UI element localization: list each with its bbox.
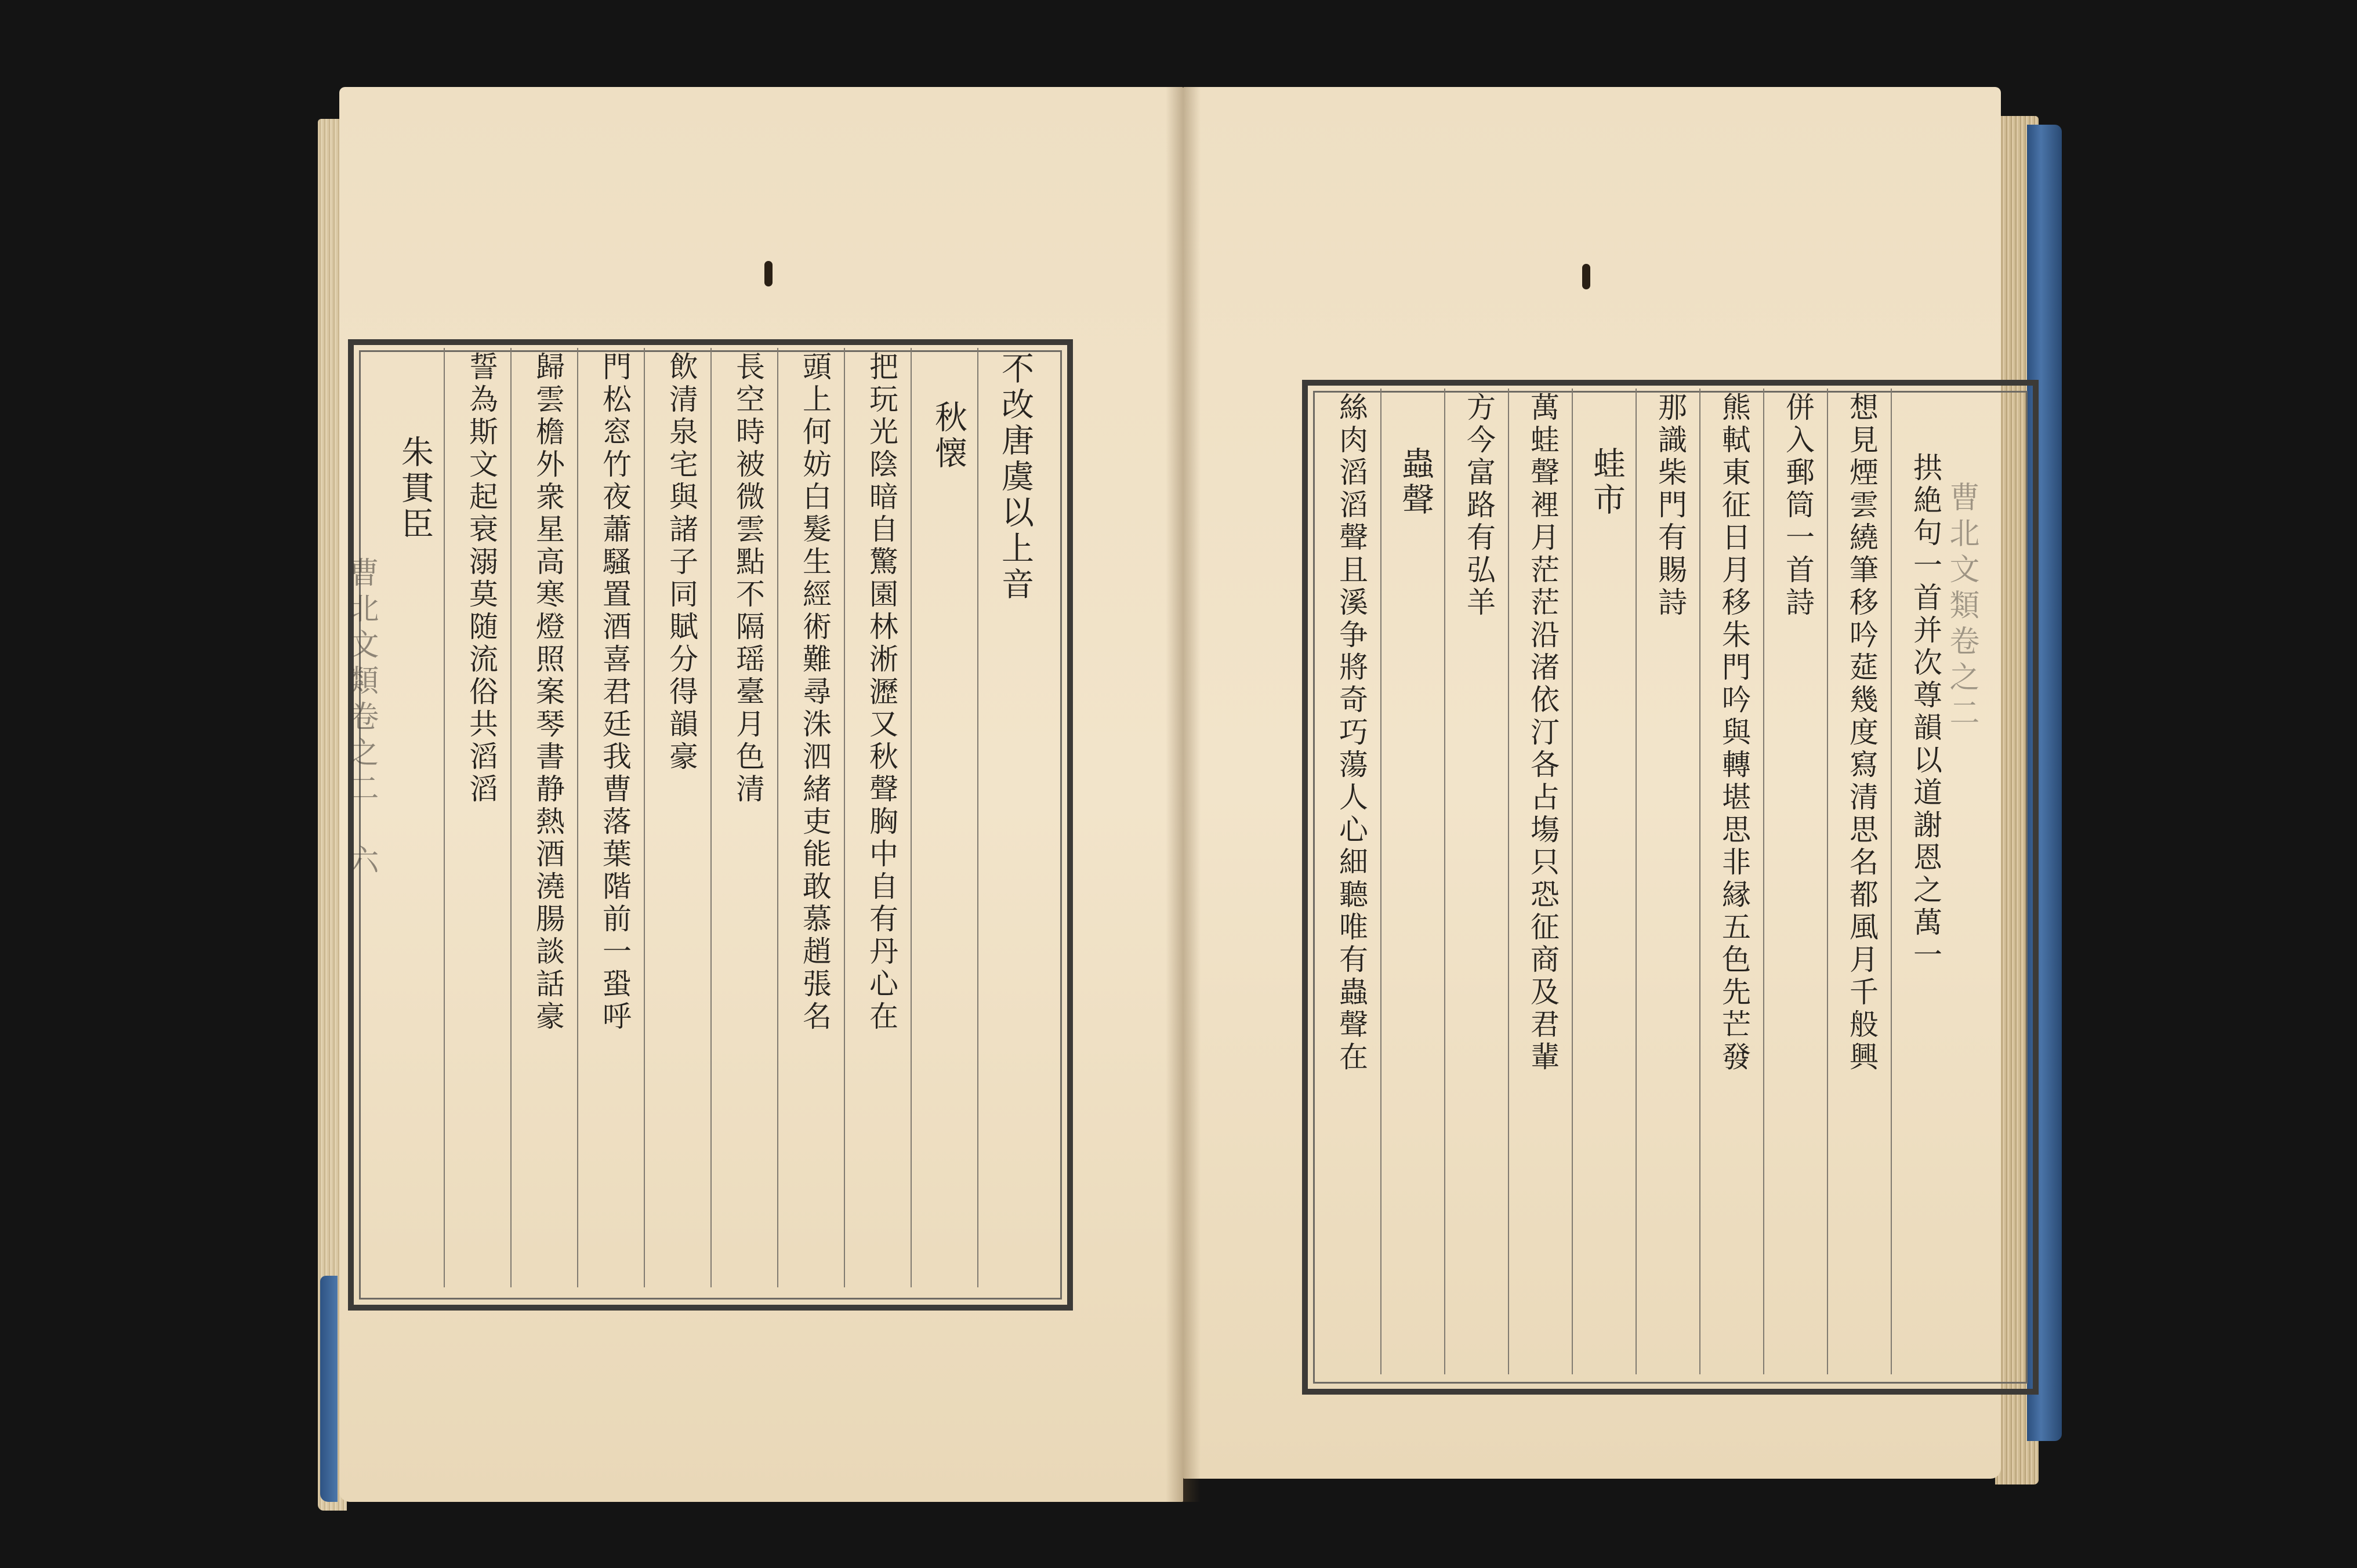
right-col-3: 熊軾東征日月移朱門吟與轉堪思非縁五色先芒發: [1699, 389, 1763, 1374]
right-col-2: 併入郵筒一首詩: [1763, 389, 1827, 1374]
binding-hole-left: [764, 261, 773, 286]
right-col-4: 那識柴門有賜詩: [1636, 389, 1699, 1374]
left-col-3: 把玩光陰暗自驚園林淅瀝又秋聲胸中自有丹心在: [844, 348, 911, 1287]
right-edge-label: 曹北文類卷之二: [1944, 481, 1979, 733]
right-col-1: 想見煙雲繞筆移吟莚幾度寫清思名都風月千般興: [1827, 389, 1891, 1374]
left-col-5: 長空時被微雲點不隔瑶臺月色清: [710, 348, 777, 1287]
left-col-9: 誓為斯文起衰溺莫随流俗共滔滔: [444, 348, 510, 1287]
left-col-2: 秋懐: [911, 348, 977, 1287]
right-col-5: 蛙市: [1572, 389, 1636, 1374]
binding-hole-right: [1582, 264, 1590, 289]
left-col-6: 飲清泉宅與諸子同賦分得韻豪: [644, 348, 710, 1287]
book-gutter: [1166, 87, 1201, 1502]
right-page-text: [1317, 389, 1955, 1374]
left-col-8: 歸雲檐外衆星高寒燈照案琴書静熱酒澆腸談話豪: [510, 348, 577, 1287]
left-col-4: 頭上何妨白髮生經術難尋洙泗緒吏能敢慕趙張名: [777, 348, 844, 1287]
right-col-6: 萬蛙聲裡月茫茫沿渚依汀各占塲只恐征商及君輩: [1508, 389, 1572, 1374]
right-col-8: 蟲聲: [1380, 389, 1444, 1374]
right-col-9: 絲肉滔滔聲且溪争將奇巧蕩人心細聽唯有蟲聲在: [1335, 392, 1368, 1074]
right-col-7: 方今富路有弘羊: [1444, 389, 1508, 1374]
left-edge-label: 曹北文類卷之二 六: [343, 557, 378, 880]
left-page-text: [377, 348, 1044, 1287]
blue-cover-left: [320, 1276, 338, 1502]
right-col-heading: 拱絶句一首并次尊韻以道謝恩之萬一: [1891, 389, 1955, 1374]
left-col-1: 不改唐虞以上音: [977, 348, 1044, 1287]
left-col-7: 門松窓竹夜蕭騷置酒喜君廷我曹落葉階前一蛩呼: [577, 348, 644, 1287]
left-col-10: 朱貫臣: [396, 435, 434, 543]
